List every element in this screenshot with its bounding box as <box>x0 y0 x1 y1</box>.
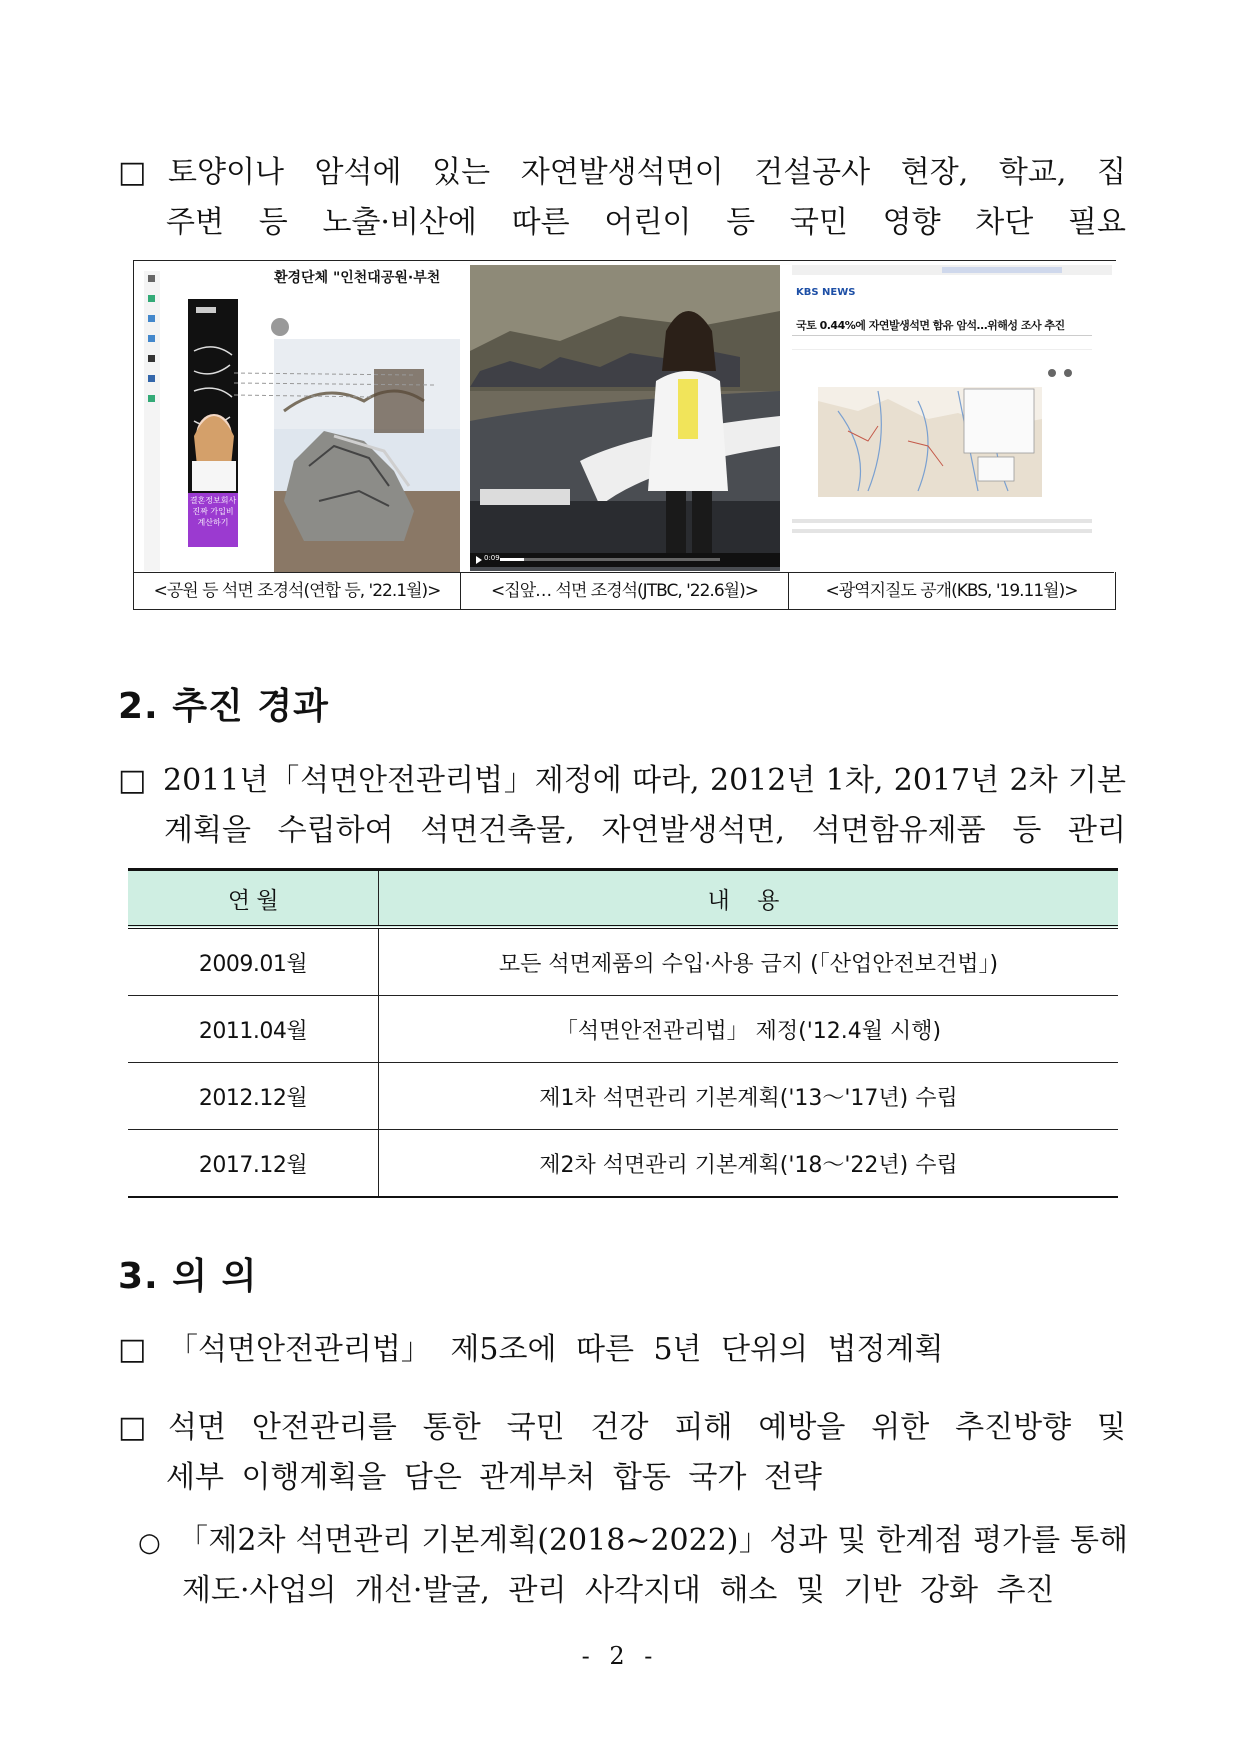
section-3-heading: 3. 의 의 <box>118 1256 258 1297</box>
section-3-paragraph-1 <box>118 1325 1126 1375</box>
square-bullet-icon: □ <box>118 1410 147 1445</box>
news-image-strip <box>133 260 1116 610</box>
page-number: - 2 - <box>581 1642 659 1670</box>
ad-line-2: 진짜 가입비 <box>192 507 234 516</box>
row-date: 2017.12월 <box>128 1130 379 1198</box>
row-content: 제1차 석면관리 기본계획('13～'17년) 수립 <box>379 1063 1119 1130</box>
section-3-paragraph-2 <box>118 1403 1126 1503</box>
news-headline-1: 환경단체 "인천대공원·부천 <box>274 270 441 286</box>
ad-line-1: 결혼정보회사 <box>189 496 237 505</box>
history-table <box>128 868 1118 1198</box>
section-3-para-2-line-2: 세부 이행계획을 담은 관계부처 합동 국가 전략 <box>166 1460 822 1495</box>
row-content: 제2차 석면관리 기본계획('18～'22년) 수립 <box>379 1130 1119 1198</box>
square-bullet-icon: □ <box>118 155 147 190</box>
table-row <box>128 996 1118 1063</box>
ad-line-3: 계산하기 <box>197 518 229 527</box>
section-2-heading: 2. 추진 경과 <box>118 686 329 727</box>
video-time: 0:09 <box>484 554 500 562</box>
row-date: 2011.04월 <box>128 996 379 1063</box>
section-2-line-1: 2011년「석면안전관리법」제정에 따라, 2012년 1차, 2017년 2차 기본 <box>163 763 1126 798</box>
table-row <box>128 1130 1118 1198</box>
kbs-news-logo: KBS NEWS <box>796 287 856 298</box>
section-3-sub-paragraph <box>138 1516 1128 1616</box>
row-date: 2009.01월 <box>128 927 379 996</box>
intro-paragraph <box>118 148 1126 248</box>
row-content: 「석면안전관리법」 제정('12.4월 시행) <box>379 996 1119 1063</box>
news-headline-3: 국토 0.44%에 자연발생석면 함유 암석…위해성 조사 추진 <box>796 319 1065 332</box>
square-bullet-icon: □ <box>118 763 147 798</box>
circle-bullet-icon: ○ <box>138 1528 161 1558</box>
header-content: 내 용 <box>379 870 1119 928</box>
news-image-park-rocks <box>134 261 461 572</box>
news-image-kbs-geology <box>788 261 1117 572</box>
row-date: 2012.12월 <box>128 1063 379 1130</box>
section-2-paragraph <box>118 756 1126 856</box>
caption-2: <집앞… 석면 조경석(JTBC, '22.6월)> <box>461 572 789 609</box>
section-2-line-2: 계획을 수립하여 석면건축물, 자연발생석면, 석면함유제품 등 관리 <box>164 813 1126 848</box>
intro-line-2: 주변 등 노출·비산에 따른 어린이 등 국민 영향 차단 필요 <box>166 205 1126 240</box>
section-3-para-1-line: 「석면안전관리법」 제5조에 따른 5년 단위의 법정계획 <box>168 1332 944 1367</box>
park-rock-photo <box>134 261 460 572</box>
row-content: 모든 석면제품의 수입·사용 금지 (「산업안전보건법」) <box>379 927 1119 996</box>
square-bullet-icon: □ <box>118 1332 147 1367</box>
geology-map-screenshot <box>788 261 1117 572</box>
table-row <box>128 1063 1118 1130</box>
ad-text <box>188 495 238 528</box>
header-date: 연 월 <box>128 870 379 928</box>
broadcast-photo <box>460 261 788 572</box>
table-header-row <box>128 870 1118 928</box>
intro-line-1: 토양이나 암석에 있는 자연발생석면이 건설공사 현장, 학교, 집 <box>168 155 1126 190</box>
section-3-para-2-line-1: 석면 안전관리를 통한 국민 건강 피해 예방을 위한 추진방향 및 <box>168 1410 1126 1445</box>
caption-1: <공원 등 석면 조경석(연합 등, '22.1월)> <box>134 572 461 609</box>
caption-3: <광역지질도 공개(KBS, '19.11월)> <box>789 572 1114 609</box>
news-image-jtbc-broadcast <box>460 261 789 572</box>
section-3-sub-line-1: 「제2차 석면관리 기본계획(2018~2022)」성과 및 한계점 평가를 통해 <box>178 1523 1128 1558</box>
section-3-sub-line-2: 제도·사업의 개선·발굴, 관리 사각지대 해소 및 기반 강화 추진 <box>182 1573 1055 1608</box>
table-row <box>128 927 1118 996</box>
